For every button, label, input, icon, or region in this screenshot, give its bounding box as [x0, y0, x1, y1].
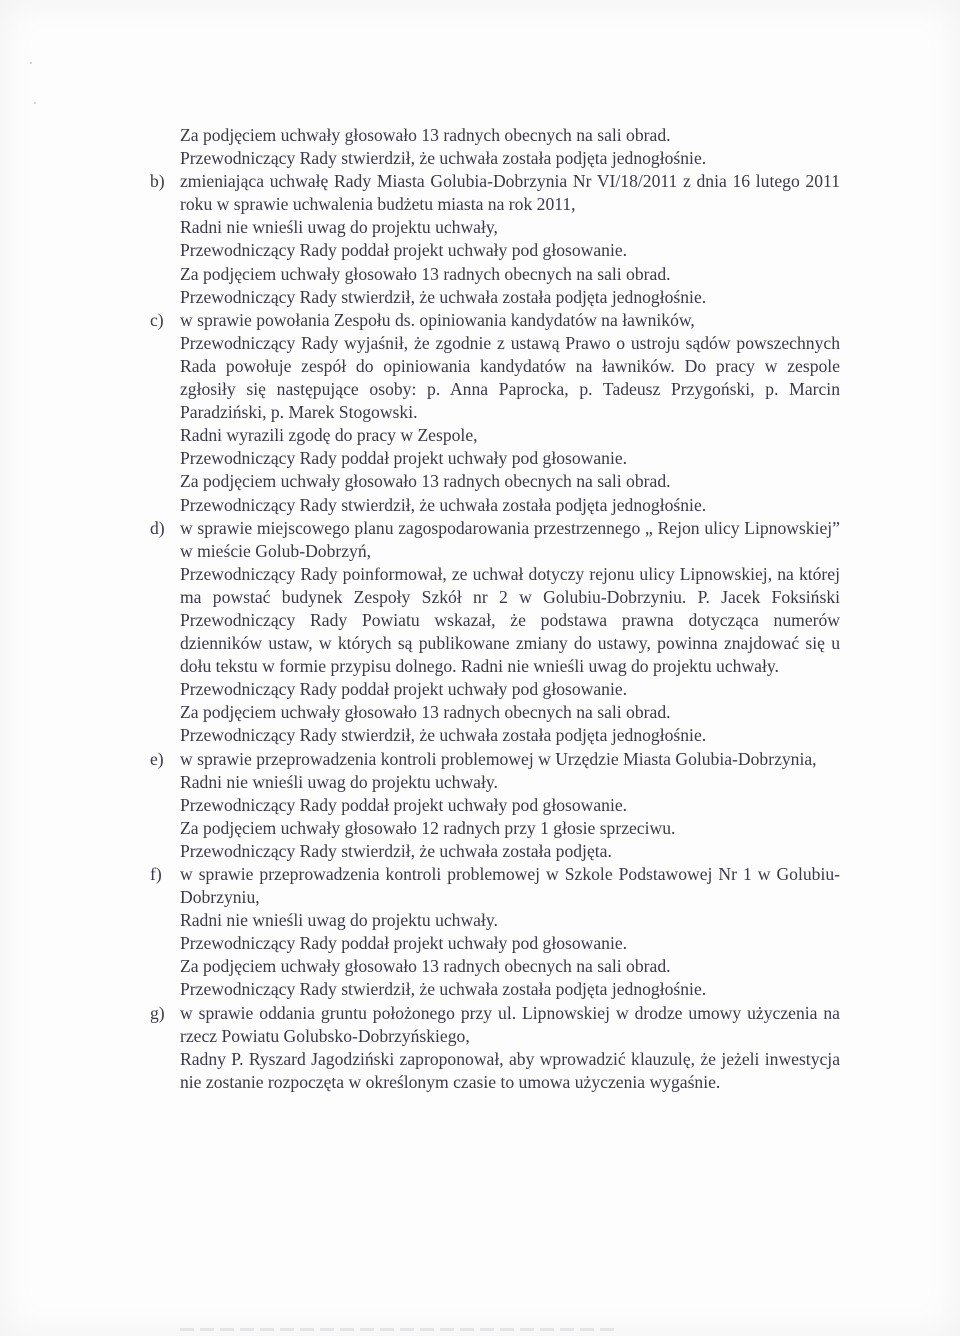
item-line: Radni wyrazili zgodę do pracy w Zespole,: [180, 425, 478, 446]
scan-speck: [34, 102, 36, 104]
list-item-marker: e): [150, 748, 164, 769]
item-line: Radni nie wnieśli uwag do projektu uchwały.: [180, 771, 498, 792]
list-item-marker: d): [150, 517, 165, 538]
list-item-e: [150, 748, 840, 863]
item-line: Przewodniczący Rady stwierdził, że uchwała została podjęta.: [180, 840, 612, 861]
item-subject: w sprawie przeprowadzenia kontroli problemowej w Urzędzie Miasta Golubia-Dobrzynia,: [180, 748, 817, 769]
item-line: Przewodniczący Rady poddał projekt uchwały pod głosowanie.: [180, 240, 628, 261]
item-line: Przewodniczący Rady stwierdził, że uchwała została podjęta jednogłośnie.: [180, 725, 707, 746]
item-subject: w sprawie powołania Zespołu ds. opiniowania kandydatów na ławników,: [180, 309, 695, 330]
item-line: Przewodniczący Rady poddał projekt uchwały pod głosowanie.: [180, 933, 628, 954]
list-item-marker: f): [150, 864, 162, 884]
item-line: Przewodniczący Rady poddał projekt uchwały pod głosowanie.: [180, 679, 628, 700]
list-item-b: [150, 170, 840, 309]
item-subject: w sprawie oddania gruntu położonego przy ul. Lipnowskiej w drodze umowy użyczenia na rzecz Powiatu Golubsko-Dobrzyńskiego,: [180, 1002, 840, 1046]
list-item-marker: b): [150, 171, 165, 192]
item-line: Za podjęciem uchwały głosowało 13 radnych obecnych na sali obrad.: [180, 702, 671, 723]
list-item-marker: c): [150, 309, 164, 330]
intro-line: Przewodniczący Rady stwierdził, że uchwała została podjęta jednogłośnie.: [180, 148, 707, 169]
item-line: Za podjęciem uchwały głosowało 12 radnych przy 1 głosie sprzeciwu.: [180, 817, 676, 838]
item-line: Za podjęciem uchwały głosowało 13 radnych obecnych na sali obrad.: [180, 471, 671, 492]
item-line: Przewodniczący Rady wyjaśnił, że zgodnie z ustawą Prawo o ustroju sądów powszechnych Rada powołuje zespół do opiniowania kandydatów na ławników. Do pracy w zespole zgłosiły się następujące osoby: p. Anna Paprocka, p. Tadeusz Przygoński, p. Marcin Paradziński, p. Marek Stogowski.: [180, 332, 840, 423]
item-subject: zmieniająca uchwałę Rady Miasta Golubia-Dobrzynia Nr VI/18/2011 z dnia 16 lutego 2011 roku w sprawie uchwalenia budżetu miasta na rok 2011,: [180, 171, 840, 215]
list-item-body: [180, 863, 840, 1002]
list-item-body: [180, 170, 840, 309]
item-line: Radny P. Ryszard Jagodziński zaproponował, aby wprowadzić klauzulę, że jeżeli inwestycja nie zostanie rozpoczęta w określonym czasie to umowa użyczenia wygaśnie.: [180, 1048, 840, 1092]
item-line: Za podjęciem uchwały głosowało 13 radnych obecnych na sali obrad.: [180, 263, 671, 284]
list-item-marker: g): [150, 1002, 165, 1023]
item-line: Przewodniczący Rady poddał projekt uchwały pod głosowanie.: [180, 794, 628, 815]
item-line: Przewodniczący Rady poinformował, ze uchwał dotyczy rejonu ulicy Lipnowskiej, na której ma powstać budynek Zespoły Szkół nr 2 w Golubiu-Dobrzyniu. P. Jacek Foksiński Przewodniczący Rady Powiatu wskazał, że podstawa prawna dotycząca numerów dzienników ustaw, w których są publikowane zmiany do ustawy, powinna znajdować się u dołu tekstu w formie przypisu dolnego. Radni nie wnieśli uwag do projektu uchwały.: [180, 563, 840, 677]
list-item-f: [150, 863, 840, 1002]
list-item-g: [150, 1002, 840, 1094]
item-line: Radni nie wnieśli uwag do projektu uchwały,: [180, 217, 498, 238]
document-body: [150, 124, 840, 1094]
list-item-body: [180, 517, 840, 748]
next-page-bleed: [180, 1328, 620, 1331]
item-subject: w sprawie przeprowadzenia kontroli problemowej w Szkole Podstawowej Nr 1 w Golubiu-Dobrzyniu,: [180, 864, 840, 908]
item-subject: w sprawie miejscowego planu zagospodarowania przestrzennego „ Rejon ulicy Lipnowskiej” w mieście Golub-Dobrzyń,: [180, 517, 840, 561]
item-line: Radni nie wnieśli uwag do projektu uchwały.: [180, 910, 498, 931]
list-item-body: [180, 1002, 840, 1094]
item-line: Za podjęciem uchwały głosowało 13 radnych obecnych na sali obrad.: [180, 956, 671, 977]
item-line: Przewodniczący Rady stwierdził, że uchwała została podjęta jednogłośnie.: [180, 286, 707, 307]
item-line: Przewodniczący Rady poddał projekt uchwały pod głosowanie.: [180, 448, 628, 469]
item-line: Przewodniczący Rady stwierdził, że uchwała została podjęta jednogłośnie.: [180, 979, 707, 1000]
item-line: Przewodniczący Rady stwierdził, że uchwała została podjęta jednogłośnie.: [180, 494, 707, 515]
list-item-c: [150, 309, 840, 517]
scan-speck: [30, 62, 32, 64]
list-item-d: [150, 517, 840, 748]
list-item-body: [180, 748, 840, 863]
intro-line: Za podjęciem uchwały głosowało 13 radnych obecnych na sali obrad.: [180, 125, 671, 145]
list-item-body: [180, 309, 840, 517]
